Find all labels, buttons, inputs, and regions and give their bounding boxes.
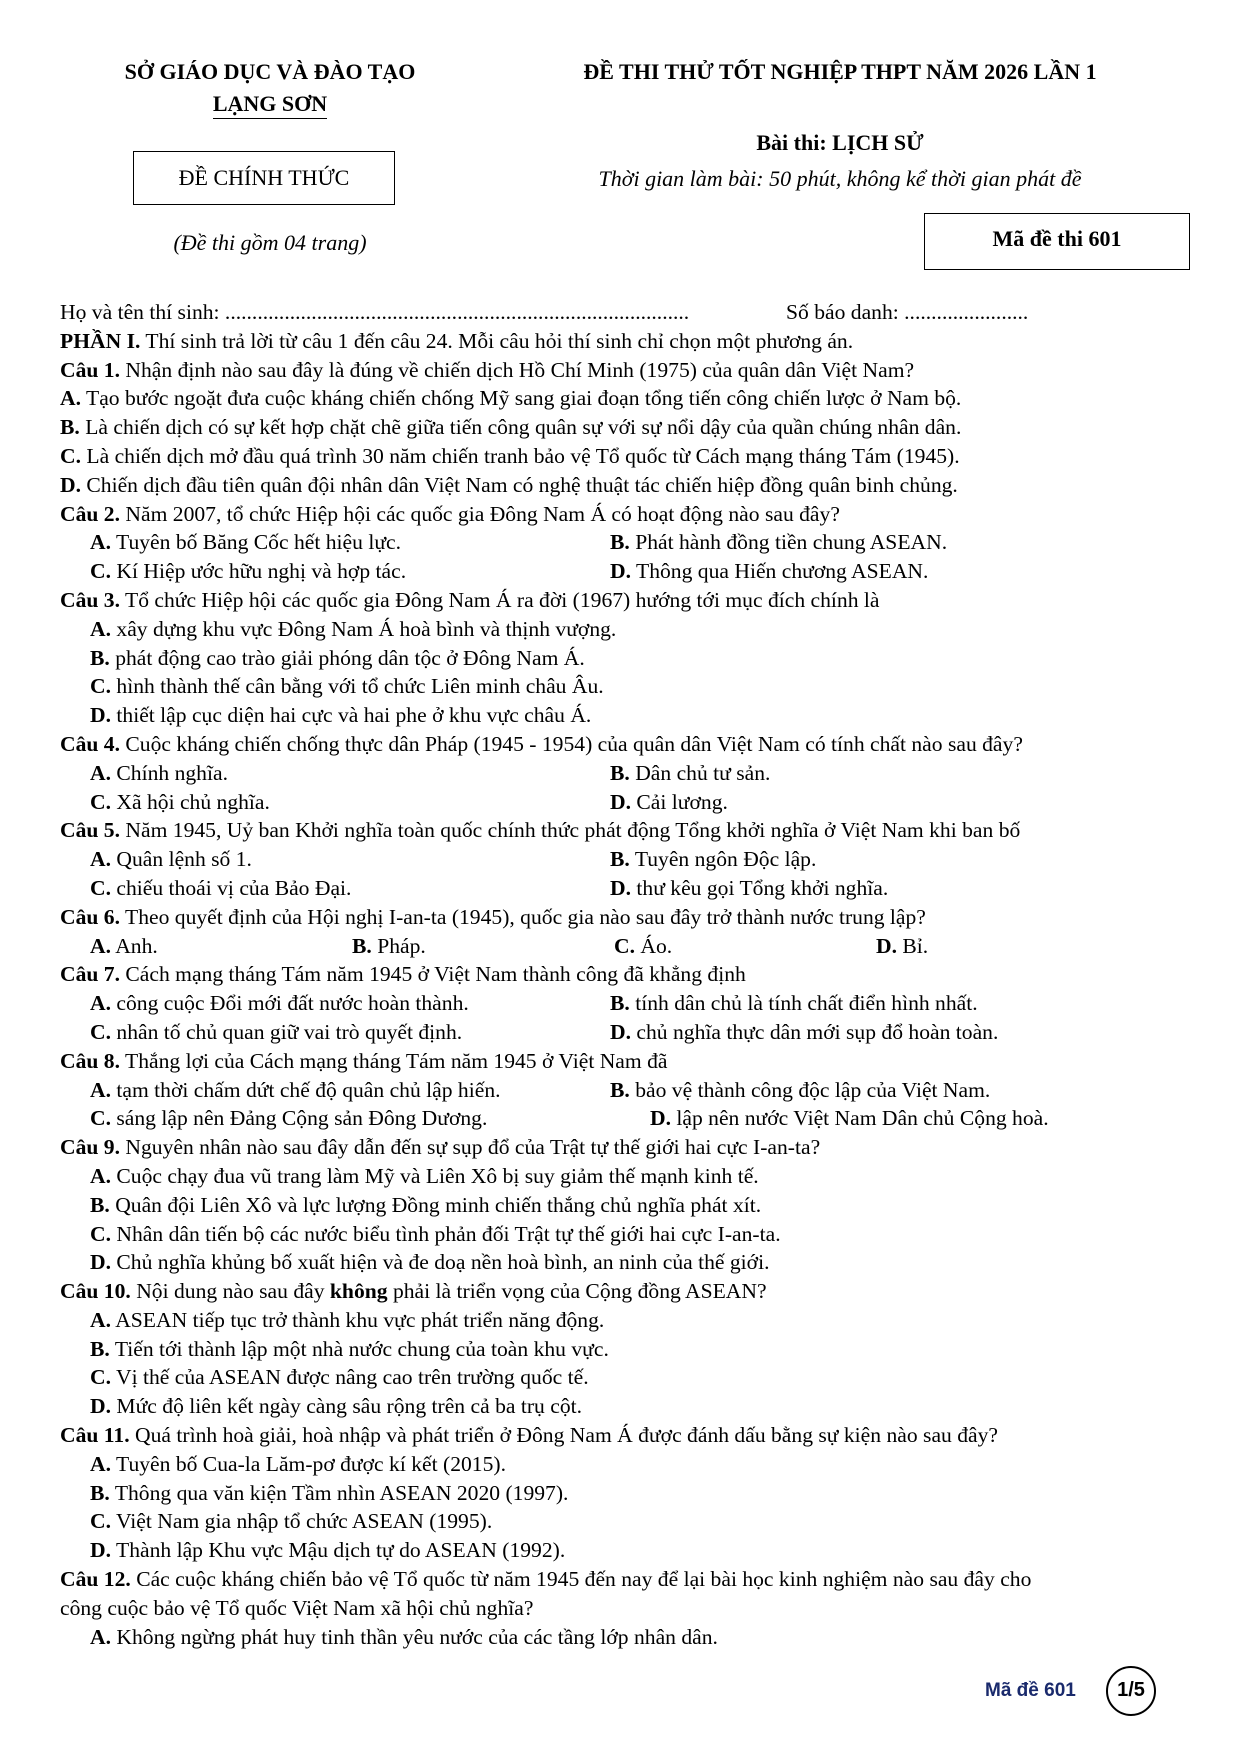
option-label: B. bbox=[610, 760, 630, 785]
options-row bbox=[60, 788, 1190, 817]
option-label: A. bbox=[90, 1307, 111, 1332]
option-text: Thông qua văn kiện Tầm nhìn ASEAN 2020 (1997). bbox=[109, 1480, 569, 1505]
option-text: thư kêu gọi Tổng khởi nghĩa. bbox=[631, 875, 889, 900]
option-label: D. bbox=[90, 703, 111, 728]
option-text: Áo. bbox=[635, 933, 673, 958]
exam-time-note: Thời gian làm bài: 50 phút, không kể thời gian phát đề bbox=[598, 166, 1082, 191]
option-label: A. bbox=[90, 991, 111, 1016]
option-text: Phát hành đồng tiền chung ASEAN. bbox=[629, 530, 948, 555]
option-11a bbox=[60, 1450, 1190, 1479]
option-text: tính dân chủ là tính chất điển hình nhất. bbox=[629, 991, 978, 1016]
option-label: A. bbox=[90, 1163, 111, 1188]
question-7 bbox=[60, 960, 1190, 989]
option-5c bbox=[90, 874, 610, 903]
options-row bbox=[60, 528, 1190, 557]
option-text: Xã hội chủ nghĩa. bbox=[111, 789, 270, 814]
option-3a bbox=[60, 615, 1190, 644]
option-text: Chính nghĩa. bbox=[111, 760, 228, 785]
option-label: A. bbox=[90, 1624, 111, 1649]
option-label: B. bbox=[352, 933, 372, 958]
option-5a bbox=[90, 845, 610, 874]
question-8 bbox=[60, 1047, 1190, 1076]
option-9b bbox=[60, 1191, 1190, 1220]
options-row bbox=[60, 874, 1190, 903]
option-7c bbox=[90, 1018, 610, 1047]
option-1a bbox=[60, 384, 1190, 413]
question-text: Tổ chức Hiệp hội các quốc gia Đông Nam Á ra đời (1967) hướng tới mục đích chính là bbox=[120, 587, 880, 612]
option-text: Tuyên bố Băng Cốc hết hiệu lực. bbox=[111, 530, 402, 555]
option-text: chiếu thoái vị của Bảo Đại. bbox=[111, 875, 352, 900]
question-label: Câu 1. bbox=[60, 357, 120, 382]
question-text: phải là triển vọng của Cộng đồng ASEAN? bbox=[387, 1279, 767, 1304]
option-text: Là chiến dịch mở đầu quá trình 30 năm chiến tranh bảo vệ Tổ quốc từ Cách mạng tháng Tám (1945). bbox=[81, 443, 960, 468]
question-label: Câu 2. bbox=[60, 501, 120, 526]
option-text: thiết lập cục diện hai cực và hai phe ở khu vực châu Á. bbox=[111, 703, 592, 728]
page-number-badge: 1/5 bbox=[1106, 1666, 1156, 1716]
question-1 bbox=[60, 356, 1190, 385]
option-label: C. bbox=[614, 933, 635, 958]
option-label: A. bbox=[90, 1451, 111, 1476]
option-label: A. bbox=[90, 933, 111, 958]
option-label: B. bbox=[610, 530, 630, 555]
option-6d bbox=[876, 932, 1138, 961]
option-label: A. bbox=[90, 847, 111, 872]
option-2b bbox=[610, 528, 947, 557]
question-label: Câu 5. bbox=[60, 818, 120, 843]
option-label: D. bbox=[60, 472, 81, 497]
option-text: Chiến dịch đầu tiên quân đội nhân dân Việt Nam có nghệ thuật tác chiến hiệp đồng quân binh chủng. bbox=[81, 472, 958, 497]
options-row bbox=[60, 557, 1190, 586]
option-text: xây dựng khu vực Đông Nam Á hoà bình và thịnh vượng. bbox=[111, 616, 617, 641]
options-row bbox=[60, 759, 1190, 788]
option-text: Anh. bbox=[111, 933, 158, 958]
option-text: Kí Hiệp ước hữu nghị và hợp tác. bbox=[111, 559, 407, 584]
option-label: C. bbox=[90, 674, 111, 699]
options-row bbox=[60, 845, 1190, 874]
part-instruction bbox=[60, 327, 1190, 356]
option-1b bbox=[60, 413, 1190, 442]
question-4 bbox=[60, 730, 1190, 759]
part-text: Thí sinh trả lời từ câu 1 đến câu 24. Mỗi câu hỏi thí sinh chỉ chọn một phương án. bbox=[140, 328, 854, 353]
option-label: A. bbox=[90, 616, 111, 641]
option-label: D. bbox=[876, 933, 897, 958]
option-2c bbox=[90, 557, 610, 586]
option-label: C. bbox=[90, 1221, 111, 1246]
option-text: Quân đội Liên Xô và lực lượng Đồng minh chiến thắng chủ nghĩa phát xít. bbox=[109, 1192, 762, 1217]
option-6b bbox=[352, 932, 614, 961]
option-text: tạm thời chấm dứt chế độ quân chủ lập hiến. bbox=[111, 1077, 501, 1102]
option-text: Quân lệnh số 1. bbox=[111, 847, 252, 872]
option-3b bbox=[60, 644, 1190, 673]
option-9a bbox=[60, 1162, 1190, 1191]
question-12 bbox=[60, 1565, 1190, 1594]
option-text: nhân tố chủ quan giữ vai trò quyết định. bbox=[111, 1019, 463, 1044]
option-2a bbox=[90, 528, 610, 557]
option-3c bbox=[60, 672, 1190, 701]
option-text: Cuộc chạy đua vũ trang làm Mỹ và Liên Xô bị suy giảm thế mạnh kinh tế. bbox=[111, 1163, 759, 1188]
option-text: Pháp. bbox=[371, 933, 426, 958]
header-left bbox=[60, 56, 480, 120]
option-label: A. bbox=[90, 760, 111, 785]
option-text: bảo vệ thành công độc lập của Việt Nam. bbox=[629, 1077, 991, 1102]
option-7a bbox=[90, 989, 610, 1018]
department-name: SỞ GIÁO DỤC VÀ ĐÀO TẠO bbox=[124, 59, 416, 84]
options-row bbox=[60, 989, 1190, 1018]
question-text: Quá trình hoà giải, hoà nhập và phát triển ở Đông Nam Á được đánh dấu bằng sự kiện nào sau đây? bbox=[129, 1423, 998, 1448]
option-5b bbox=[610, 845, 816, 874]
option-8a bbox=[90, 1076, 610, 1105]
option-4c bbox=[90, 788, 610, 817]
candidate-info bbox=[60, 298, 1190, 327]
pages-note: (Đề thi gồm 04 trang) bbox=[173, 230, 367, 255]
question-2 bbox=[60, 500, 1190, 529]
option-5d bbox=[610, 874, 888, 903]
question-emphasis: không bbox=[329, 1279, 388, 1304]
question-text: Nhận định nào sau đây là đúng về chiến dịch Hồ Chí Minh (1975) của quân dân Việt Nam? bbox=[120, 357, 915, 382]
option-text: Tuyên bố Cua-la Lăm-pơ được kí kết (2015). bbox=[111, 1451, 506, 1476]
option-text: Vị thế của ASEAN được nâng cao trên trường quốc tế. bbox=[111, 1365, 589, 1390]
question-6 bbox=[60, 903, 1190, 932]
option-4a bbox=[90, 759, 610, 788]
option-10b bbox=[60, 1335, 1190, 1364]
question-text: Nội dung nào sau đây bbox=[130, 1279, 330, 1304]
option-text: Không ngừng phát huy tinh thần yêu nước của các tầng lớp nhân dân. bbox=[111, 1624, 718, 1649]
candidate-id-field: Số báo danh: ....................... bbox=[786, 300, 1029, 324]
question-text: Năm 2007, tổ chức Hiệp hội các quốc gia Đông Nam Á có hoạt động nào sau đây? bbox=[120, 501, 840, 526]
option-text: lập nên nước Việt Nam Dân chủ Cộng hoà. bbox=[671, 1106, 1049, 1131]
question-text: Cuộc kháng chiến chống thực dân Pháp (1945 - 1954) của quân dân Việt Nam có tính chất nào sau đây? bbox=[120, 731, 1023, 756]
options-row bbox=[60, 932, 1190, 961]
candidate-name-field: Họ và tên thí sinh: ...................................................................................... bbox=[60, 300, 690, 324]
option-text: Tạo bước ngoặt đưa cuộc kháng chiến chống Mỹ sang giai đoạn tổng tiến công chiến lược ở Nam bộ. bbox=[81, 386, 962, 411]
option-label: A. bbox=[90, 530, 111, 555]
option-text: Thông qua Hiến chương ASEAN. bbox=[631, 559, 929, 584]
question-label: Câu 9. bbox=[60, 1135, 120, 1160]
option-text: hình thành thế cân bằng với tổ chức Liên minh châu Âu. bbox=[111, 674, 604, 699]
question-3 bbox=[60, 586, 1190, 615]
question-5 bbox=[60, 816, 1190, 845]
option-1d bbox=[60, 471, 1190, 500]
option-label: A. bbox=[60, 386, 81, 411]
option-10d bbox=[60, 1392, 1190, 1421]
option-7d bbox=[610, 1018, 998, 1047]
option-label: B. bbox=[610, 1077, 630, 1102]
option-11c bbox=[60, 1507, 1190, 1536]
option-label: B. bbox=[90, 1192, 110, 1217]
question-label: Câu 10. bbox=[60, 1279, 131, 1304]
option-label: C. bbox=[60, 443, 81, 468]
option-text: Nhân dân tiến bộ các nước biểu tình phản đối Trật tự thế giới hai cực I-an-ta. bbox=[111, 1221, 781, 1246]
question-label: Câu 7. bbox=[60, 962, 120, 987]
part-label: PHẦN I. bbox=[60, 328, 141, 353]
question-12-continued: công cuộc bảo vệ Tổ quốc Việt Nam xã hội chủ nghĩa? bbox=[60, 1595, 534, 1620]
question-label: Câu 6. bbox=[60, 904, 120, 929]
option-11b bbox=[60, 1479, 1190, 1508]
footer-exam-code: Mã đề 601 bbox=[985, 1680, 1076, 1701]
option-text: Dân chủ tư sản. bbox=[629, 760, 771, 785]
option-text: phát động cao trào giải phóng dân tộc ở Đông Nam Á. bbox=[109, 645, 585, 670]
option-3d bbox=[60, 701, 1190, 730]
exam-subject: Bài thi: LỊCH SỬ bbox=[756, 130, 924, 155]
option-9c bbox=[60, 1220, 1190, 1249]
option-text: Mức độ liên kết ngày càng sâu rộng trên cả ba trụ cột. bbox=[111, 1394, 583, 1419]
exam-title: ĐỀ THI THỬ TỐT NGHIỆP THPT NĂM 2026 LẦN 1 bbox=[583, 59, 1097, 84]
option-text: công cuộc Đổi mới đất nước hoàn thành. bbox=[111, 991, 469, 1016]
option-text: Là chiến dịch có sự kết hợp chặt chẽ giữa tiến công quân sự với sự nổi dậy của quần chúng nhân dân. bbox=[79, 415, 962, 440]
option-label: B. bbox=[610, 847, 630, 872]
option-1c bbox=[60, 442, 1190, 471]
option-label: C. bbox=[90, 1509, 111, 1534]
option-6c bbox=[614, 932, 876, 961]
option-label: D. bbox=[610, 1019, 631, 1044]
option-10a bbox=[60, 1306, 1190, 1335]
option-label: D. bbox=[90, 1538, 111, 1563]
option-label: D. bbox=[650, 1106, 671, 1131]
option-label: D. bbox=[610, 875, 631, 900]
question-text: Các cuộc kháng chiến bảo vệ Tổ quốc từ năm 1945 đến nay để lại bài học kinh nghiệm nào sau đây cho bbox=[130, 1567, 1032, 1592]
option-8d bbox=[650, 1104, 1049, 1133]
option-2d bbox=[610, 557, 928, 586]
option-label: D. bbox=[90, 1394, 111, 1419]
option-label: C. bbox=[90, 1106, 111, 1131]
option-label: D. bbox=[90, 1250, 111, 1275]
option-label: C. bbox=[90, 1365, 111, 1390]
question-text: Năm 1945, Uỷ ban Khởi nghĩa toàn quốc chính thức phát động Tổng khởi nghĩa ở Việt Nam khi ban bố bbox=[120, 818, 1021, 843]
option-label: C. bbox=[90, 559, 111, 584]
option-text: Chủ nghĩa khủng bố xuất hiện và đe doạ nền hoà bình, an ninh của thế giới. bbox=[111, 1250, 770, 1275]
option-label: B. bbox=[610, 991, 630, 1016]
option-7b bbox=[610, 989, 978, 1018]
option-9d bbox=[60, 1248, 1190, 1277]
option-6a bbox=[90, 932, 352, 961]
option-4d bbox=[610, 788, 728, 817]
option-text: chủ nghĩa thực dân mới sụp đổ hoàn toàn. bbox=[631, 1019, 999, 1044]
question-label: Câu 3. bbox=[60, 587, 120, 612]
option-label: B. bbox=[60, 415, 80, 440]
option-4b bbox=[610, 759, 770, 788]
option-label: D. bbox=[610, 789, 631, 814]
option-label: A. bbox=[90, 1077, 111, 1102]
option-label: B. bbox=[90, 1336, 110, 1361]
question-label: Câu 8. bbox=[60, 1048, 120, 1073]
options-row bbox=[60, 1018, 1190, 1047]
option-text: Việt Nam gia nhập tổ chức ASEAN (1995). bbox=[111, 1509, 493, 1534]
question-text: Nguyên nhân nào sau đây dẫn đến sự sụp đổ của Trật tự thế giới hai cực I-an-ta? bbox=[120, 1135, 821, 1160]
option-8c bbox=[90, 1104, 650, 1133]
option-text: Tuyên ngôn Độc lập. bbox=[629, 847, 817, 872]
option-text: Thành lập Khu vực Mậu dịch tự do ASEAN (1992). bbox=[111, 1538, 566, 1563]
question-10 bbox=[60, 1277, 1190, 1306]
question-9 bbox=[60, 1133, 1190, 1162]
question-text: Cách mạng tháng Tám năm 1945 ở Việt Nam thành công đã khẳng định bbox=[120, 962, 746, 987]
option-label: C. bbox=[90, 789, 111, 814]
option-label: B. bbox=[90, 1480, 110, 1505]
option-text: sáng lập nên Đảng Cộng sản Đông Dương. bbox=[111, 1106, 488, 1131]
option-text: Tiến tới thành lập một nhà nước chung của toàn khu vực. bbox=[109, 1336, 609, 1361]
question-label: Câu 12. bbox=[60, 1567, 131, 1592]
option-label: D. bbox=[610, 559, 631, 584]
options-row bbox=[60, 1104, 1190, 1133]
exam-code-box: Mã đề thi 601 bbox=[924, 213, 1190, 270]
option-11d bbox=[60, 1536, 1190, 1565]
question-text: Thắng lợi của Cách mạng tháng Tám năm 1945 ở Việt Nam đã bbox=[120, 1048, 668, 1073]
option-text: Bỉ. bbox=[897, 933, 929, 958]
question-label: Câu 11. bbox=[60, 1423, 130, 1448]
option-label: C. bbox=[90, 875, 111, 900]
question-label: Câu 4. bbox=[60, 731, 120, 756]
option-label: B. bbox=[90, 645, 110, 670]
option-10c bbox=[60, 1363, 1190, 1392]
option-12a bbox=[60, 1623, 1190, 1652]
option-text: Cải lương. bbox=[631, 789, 728, 814]
question-text: Theo quyết định của Hội nghị I-an-ta (1945), quốc gia nào sau đây trở thành nước trung lập? bbox=[120, 904, 926, 929]
province-name: LẠNG SƠN bbox=[213, 90, 327, 119]
option-8b bbox=[610, 1076, 990, 1105]
official-exam-box: ĐỀ CHÍNH THỨC bbox=[133, 151, 395, 205]
option-text: ASEAN tiếp tục trở thành khu vực phát triển năng động. bbox=[111, 1307, 605, 1332]
exam-content bbox=[60, 298, 1190, 1651]
question-11 bbox=[60, 1421, 1190, 1450]
option-label: C. bbox=[90, 1019, 111, 1044]
options-row bbox=[60, 1076, 1190, 1105]
